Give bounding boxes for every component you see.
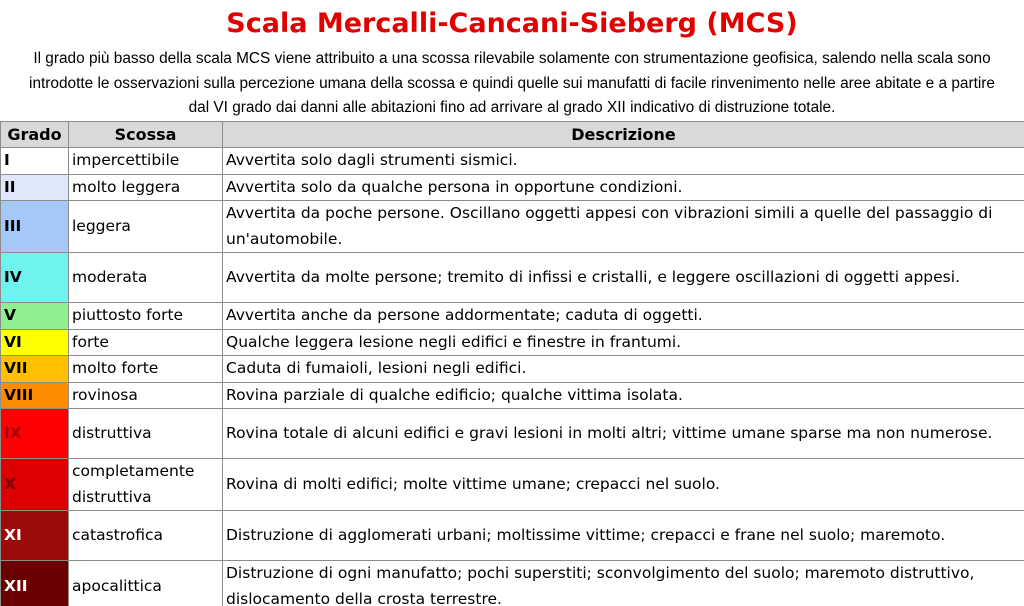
table-row bbox=[1, 511, 1024, 561]
grade-cell: III bbox=[1, 201, 69, 253]
scossa-cell: forte bbox=[69, 329, 223, 356]
header-grado: Grado bbox=[1, 122, 69, 148]
descrizione-cell: Rovina di molti edifici; molte vittime umane; crepacci nel suolo. bbox=[223, 459, 1024, 511]
scossa-cell: molto leggera bbox=[69, 174, 223, 201]
descrizione-cell: Rovina totale di alcuni edifici e gravi lesioni in molti altri; vittime umane sparse ma non numerose. bbox=[223, 409, 1024, 459]
header-descrizione: Descrizione bbox=[223, 122, 1024, 148]
table-row bbox=[1, 329, 1024, 356]
scossa-cell: leggera bbox=[69, 201, 223, 253]
grade-cell: X bbox=[1, 459, 69, 511]
scossa-cell: distruttiva bbox=[69, 409, 223, 459]
descrizione-cell: Avvertita da molte persone; tremito di infissi e cristalli, e leggere oscillazioni di oggetti appesi. bbox=[223, 253, 1024, 303]
descrizione-cell: Distruzione di agglomerati urbani; moltissime vittime; crepacci e frane nel suolo; maremoto. bbox=[223, 511, 1024, 561]
grade-cell: VIII bbox=[1, 382, 69, 409]
table-row bbox=[1, 409, 1024, 459]
table-row bbox=[1, 201, 1024, 253]
table-row bbox=[1, 148, 1024, 175]
scossa-cell: apocalittica bbox=[69, 561, 223, 606]
scossa-cell: rovinosa bbox=[69, 382, 223, 409]
intro-line: introdotte le osservazioni sulla percezione umana della scossa e quindi quelle sui manufatti di facile rinvenimento nelle aree abitate e a partire bbox=[29, 74, 995, 92]
table-row bbox=[1, 561, 1024, 606]
scossa-cell: catastrofica bbox=[69, 511, 223, 561]
scossa-cell: completamente distruttiva bbox=[69, 459, 223, 511]
scossa-cell: molto forte bbox=[69, 356, 223, 383]
grade-cell: VII bbox=[1, 356, 69, 383]
intro-paragraph bbox=[8, 47, 1016, 121]
descrizione-cell: Qualche leggera lesione negli edifici e finestre in frantumi. bbox=[223, 329, 1024, 356]
table-row bbox=[1, 303, 1024, 330]
grade-cell: VI bbox=[1, 329, 69, 356]
descrizione-cell: Rovina parziale di qualche edificio; qualche vittima isolata. bbox=[223, 382, 1024, 409]
intro-line: dal VI grado dai danni alle abitazioni fino ad arrivare al grado XII indicativo di distruzione totale. bbox=[188, 99, 836, 116]
grade-cell: I bbox=[1, 148, 69, 175]
page-title: Scala Mercalli-Cancani-Sieberg (MCS) bbox=[226, 8, 798, 39]
descrizione-cell: Caduta di fumaioli, lesioni negli edifici. bbox=[223, 356, 1024, 383]
intro-line: Il grado più basso della scala MCS viene attribuito a una scossa rilevabile solamente con strumentazione geofisica, salendo nella scala sono bbox=[33, 50, 991, 67]
table-header-row bbox=[1, 122, 1024, 148]
scossa-cell: impercettibile bbox=[69, 148, 223, 175]
descrizione-cell: Avvertita solo dagli strumenti sismici. bbox=[223, 148, 1024, 175]
table-row bbox=[1, 253, 1024, 303]
table-row bbox=[1, 174, 1024, 201]
descrizione-cell: Avvertita anche da persone addormentate; caduta di oggetti. bbox=[223, 303, 1024, 330]
grade-cell: IX bbox=[1, 409, 69, 459]
grade-cell: V bbox=[1, 303, 69, 330]
table-row bbox=[1, 356, 1024, 383]
table-row bbox=[1, 382, 1024, 409]
mcs-table bbox=[0, 121, 1024, 606]
grade-cell: XII bbox=[1, 561, 69, 606]
descrizione-cell: Avvertita da poche persone. Oscillano oggetti appesi con vibrazioni simili a quelle del passaggio di un'automobile. bbox=[223, 201, 1024, 253]
descrizione-cell: Distruzione di ogni manufatto; pochi superstiti; sconvolgimento del suolo; maremoto distruttivo, dislocamento della crosta terrestre. bbox=[223, 561, 1024, 606]
grade-cell: XI bbox=[1, 511, 69, 561]
scossa-cell: moderata bbox=[69, 253, 223, 303]
descrizione-cell: Avvertita solo da qualche persona in opportune condizioni. bbox=[223, 174, 1024, 201]
grade-cell: IV bbox=[1, 253, 69, 303]
grade-cell: II bbox=[1, 174, 69, 201]
table-row bbox=[1, 459, 1024, 511]
scossa-cell: piuttosto forte bbox=[69, 303, 223, 330]
header-scossa: Scossa bbox=[69, 122, 223, 148]
